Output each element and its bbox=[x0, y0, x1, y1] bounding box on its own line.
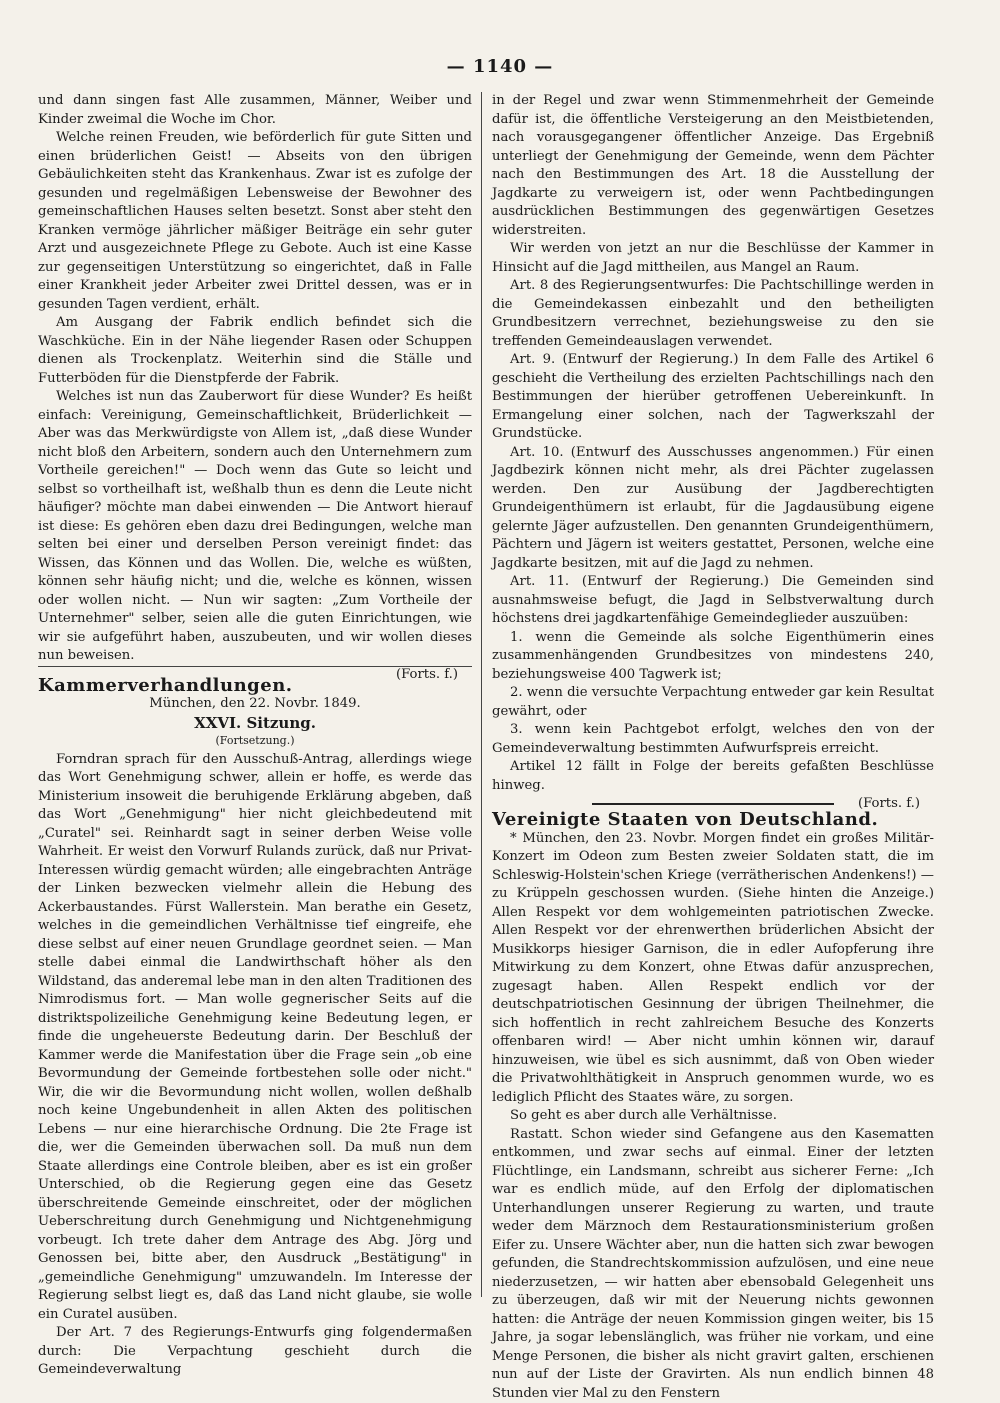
paragraph: * München, den 23. Novbr. Morgen findet ein großes Militär-Konzert im Odeon zum Besten zweier Soldaten statt, die im Schleswig-Holstein'schen Kriege (verrätherischen Andenkens!) — zu Krüppeln geschossen wurden. (Siehe hinten die Anzeige.) Allen Respekt vor dem wohlgemeinten patriotischen Zwecke. Allen Respekt vor der ehrenwerthen brüderlichen Absicht der Musikkorps hiesiger Garnison, die in edler Aufopferung ihre Mitwirkung zu dem Konzert, ohne Etwas dafür anzusprechen, zugesagt haben. Allen Respekt endlich vor der deutschpatriotischen Gesinnung der übrigen Theilnehmer, die sich hoffentlich in recht zahlreichem Besuche des Konzerts offenbaren wird! — Aber nicht umhin können wir, darauf hinzuweisen, wie übel es sich ausnimmt, daß von Oben wieder die Privatwohlthätigkeit in Anspruch genommen wurde, wo es lediglich Pflicht des Staates wäre, zu sorgen. bbox=[492, 830, 934, 1108]
session-heading: XXVI. Sitzung. bbox=[38, 714, 472, 733]
right-column bbox=[492, 92, 934, 1297]
paragraph: Art. 9. (Entwurf der Regierung.) In dem Falle des Artikel 6 geschieht die Vertheilung des erzielten Pachtschillings nach den Bestimmungen der hierüber getroffenen Uebereinkunft. In Ermangelung einer solchen, nach der Tagwerkszahl der Grundstücke. bbox=[492, 351, 934, 444]
paragraph: Der Art. 7 des Regierungs-Entwurfs ging folgendermaßen durch: Die Verpachtung geschieht durch die Gemeindeverwaltung bbox=[38, 1324, 472, 1380]
paragraph: und dann singen fast Alle zusammen, Männer, Weiber und Kinder zweimal die Woche im Chor. bbox=[38, 92, 472, 129]
paragraph: in der Regel und zwar wenn Stimmenmehrheit der Gemeinde dafür ist, die öffentliche Versteigerung an den Meistbietenden, nach vorausgegangener öffentlicher Anzeige. Das Ergebniß unterliegt der Genehmigung der Gemeinde, wenn dem Pächter nach den Bestimmungen des Art. 18 die Ausstellung der Jagdkarte zu verweigern ist, oder wenn Pachtbedingungen ausdrücklichen Bestimmungen des gegenwärtigen Gesetzes widerstreiten. bbox=[492, 92, 934, 240]
continuation-note: (Forts. f.) bbox=[396, 666, 472, 685]
list-item: 3. wenn kein Pachtgebot erfolgt, welches den von der Gemeindeverwaltung bestimmten Aufwurfspreis erreicht. bbox=[492, 721, 934, 758]
paragraph: Welches ist nun das Zauberwort für diese Wunder? Es heißt einfach: Vereinigung, Gemeinschaftlichkeit, Brüderlichkeit — Aber was das Merkwürdigste von Allem ist, „daß diese Wunder nicht bloß den Arbeitern, sondern auch den Unternehmern zum Vortheile gereichen!" — Doch wenn das Gute so leicht und selbst so vortheilhaft ist, weßhalb thun es denn die Leute nicht häufiger? möchte man dabei einwenden — Die Antwort hierauf ist diese: Es gehören eben dazu drei Bedingungen, welche man selten bei einer und derselben Person vereinigt findet: das Wissen, das Können und das Wollen. Die, welche es wüßten, können sehr häufig nicht; und die, welche es können, wissen oder wollen nicht. — Nun wir sagten: „Zum Vortheile der Unternehmer" selber, seien alle die guten Einrichtungen, wie wir sie aufgeführt haben, auszubeuten, und wir wollen dieses nun beweisen. bbox=[38, 388, 472, 666]
continued-label: (Fortsetzung.) bbox=[38, 732, 472, 751]
paragraph: Forndran sprach für den Ausschuß-Antrag, allerdings wiege das Wort Genehmigung schwer, allein er hoffe, es werde das Ministerium insoweit die beruhigende Erklärung abgeben, daß das Wort „Genehmigung" hier nicht gleichbedeutend mit „Curatel" sei. Reinhardt sagt in seiner derben Weise volle Wahrheit. Er weist den Vorwurf Rulands zurück, daß nur Privat-Interessen würdig gemacht würden; alle eingebrachten Anträge der Linken bezwecken vielmehr allein die Hebung des Ackerbaustandes. Fürst Wallerstein. Man berathe ein Gesetz, welches in die gemeindlichen Verhältnisse tief eingreife, ehe diese selbst auf einer neuen Grundlage geordnet seien. — Man stelle dabei einmal die Landwirthschaft höher als den Wildstand, das anderemal lebe man in den alten Traditionen des Nimrodismus fort. — Man wolle gegnerischer Seits auf die distriktspolizeiliche Genehmigung keine Bedeutung legen, er finde die ungeheuerste Bedeutung darin. Der Beschluß der Kammer werde die Manifestation über die Frage sein „ob eine Bevormundung der Gemeinde fortbestehen solle oder nicht." Wir, die wir die Bevormundung nicht wollen, wollen deßhalb noch keine Ungebundenheit in allen Akten des politischen Lebens — nur eine hierarchische Ordnung. Die 2te Frage ist die, wer die Gemeinden überwachen soll. Da muß nun dem Staate allerdings eine Controle bleiben, aber es ist ein großer Unterschied, ob die Regierung gegen eine das Gesetz überschreitende Gemeinde einschreitet, oder der möglichen Ueberschreitung durch Genehmigung und Nichtgenehmigung vorbeugt. Ich trete daher dem Antrage des Abg. Jörg und Genossen bei, bitte aber, den Ausdruck „Bestätigung" in „gemeindliche Genehmigung" umzuwandeln. Im Interesse der Regierung selbst liegt es, daß das Land nicht glaube, sie wolle ein Curatel ausüben. bbox=[38, 751, 472, 1325]
paragraph: Artikel 12 fällt in Folge der bereits gefaßten Beschlüsse hinweg. bbox=[492, 758, 934, 795]
paragraph: Wir werden von jetzt an nur die Beschlüsse der Kammer in Hinsicht auf die Jagd mittheilen, aus Mangel an Raum. bbox=[492, 240, 934, 277]
paragraph: Welche reinen Freuden, wie beförderlich für gute Sitten und einen brüderlichen Geist! — Abseits von den übrigen Gebäulichkeiten steht das Krankenhaus. Zwar ist es zufolge der gesunden und regelmäßigen Lebensweise der Bewohner des gemeinschaftlichen Hauses selten besetzt. Sonst aber steht den Kranken vermöge jährlicher mäßiger Beiträge ein sehr guter Arzt und ausgezeichnete Pflege zu Gebote. Auch ist eine Kasse zur gegenseitigen Unterstützung so eingerichtet, daß in Falle einer Krankheit jeder Arbeiter zwei Drittel dessen, was er in gesunden Tagen verdient, erhält. bbox=[38, 129, 472, 314]
left-column bbox=[38, 92, 472, 1297]
continuation-note: (Forts. f.) bbox=[858, 795, 934, 814]
paragraph: Rastatt. Schon wieder sind Gefangene aus den Kasematten entkommen, und zwar sechs auf einmal. Einer der letzten Flüchtlinge, ein Landsmann, schreibt aus sicherer Ferne: „Ich war es endlich müde, auf den Erfolg der diplomatischen Unterhandlungen unserer Regierung zu warten, und traute weder dem Märznoch dem Restaurationsministerium großen Eifer zu. Unsere Wächter aber, nun die hatten sich zwar bewogen gefunden, die Standrechtskommission aufzulösen, und eine neue niederzusetzen, — wir hatten aber ebensobald Gelegenheit uns zu überzeugen, daß wir mit der Neuerung nichts gewonnen hatten: die Anträge der neuen Kommission gingen weiter, bis 15 Jahre, ja sogar lebenslänglich, was früher nie vorkam, und eine Menge Personen, die bisher als nicht gravirt galten, erschienen nun auf der Liste der Gravirten. Als nun endlich binnen 48 Stunden vier Mal zu den Fenstern bbox=[492, 1126, 934, 1403]
paragraph: Am Ausgang der Fabrik endlich befindet sich die Waschküche. Ein in der Nähe liegender Rasen oder Schuppen dienen als Trockenplatz. Weiterhin sind die Ställe und Futterböden für die Dienstpferde der Fabrik. bbox=[38, 314, 472, 388]
list-item: 2. wenn die versuchte Verpachtung entweder gar kein Resultat gewährt, oder bbox=[492, 684, 934, 721]
dateline: München, den 22. Novbr. 1849. bbox=[38, 695, 472, 714]
divider bbox=[592, 803, 834, 805]
section-title-vereinigte-staaten: Vereinigte Staaten von Deutschland. bbox=[492, 811, 934, 830]
list-item: 1. wenn die Gemeinde als solche Eigenthümerin eines zusammenhängenden Grundbesitzes von mindestens 240, beziehungsweise 400 Tagwerk ist; bbox=[492, 629, 934, 685]
paragraph: Art. 11. (Entwurf der Regierung.) Die Gemeinden sind ausnahmsweise befugt, die Jagd in Selbstverwaltung durch höchstens drei jagdkartenfähige Gemeindeglieder auszuüben: bbox=[492, 573, 934, 629]
column-divider bbox=[481, 92, 482, 1297]
section-title-kammerverhandlungen: Kammerverhandlungen. bbox=[38, 677, 472, 696]
paragraph: Art. 8 des Regierungsentwurfes: Die Pachtschillinge werden in die Gemeindekassen einbezahlt und den betheiligten Grundbesitzern verrechnet, beziehungsweise zu den sie treffenden Gemeindeauslagen verwendet. bbox=[492, 277, 934, 351]
paragraph: Art. 10. (Entwurf des Ausschusses angenommen.) Für einen Jagdbezirk können nicht mehr, als drei Pächter zugelassen werden. Den zur Ausübung der Jagdberechtigten Grundeigenthümern ist erlaubt, für die Jagdausübung eigene gelernte Jäger aufzustellen. Den genannten Grundeigenthümern, Pächtern und Jägern ist weiters gestattet, Personen, welche eine Jagdkarte besitzen, mit auf die Jagd zu nehmen. bbox=[492, 444, 934, 574]
page-number: — 1140 — bbox=[0, 56, 1000, 77]
paragraph: So geht es aber durch alle Verhältnisse. bbox=[492, 1107, 934, 1126]
